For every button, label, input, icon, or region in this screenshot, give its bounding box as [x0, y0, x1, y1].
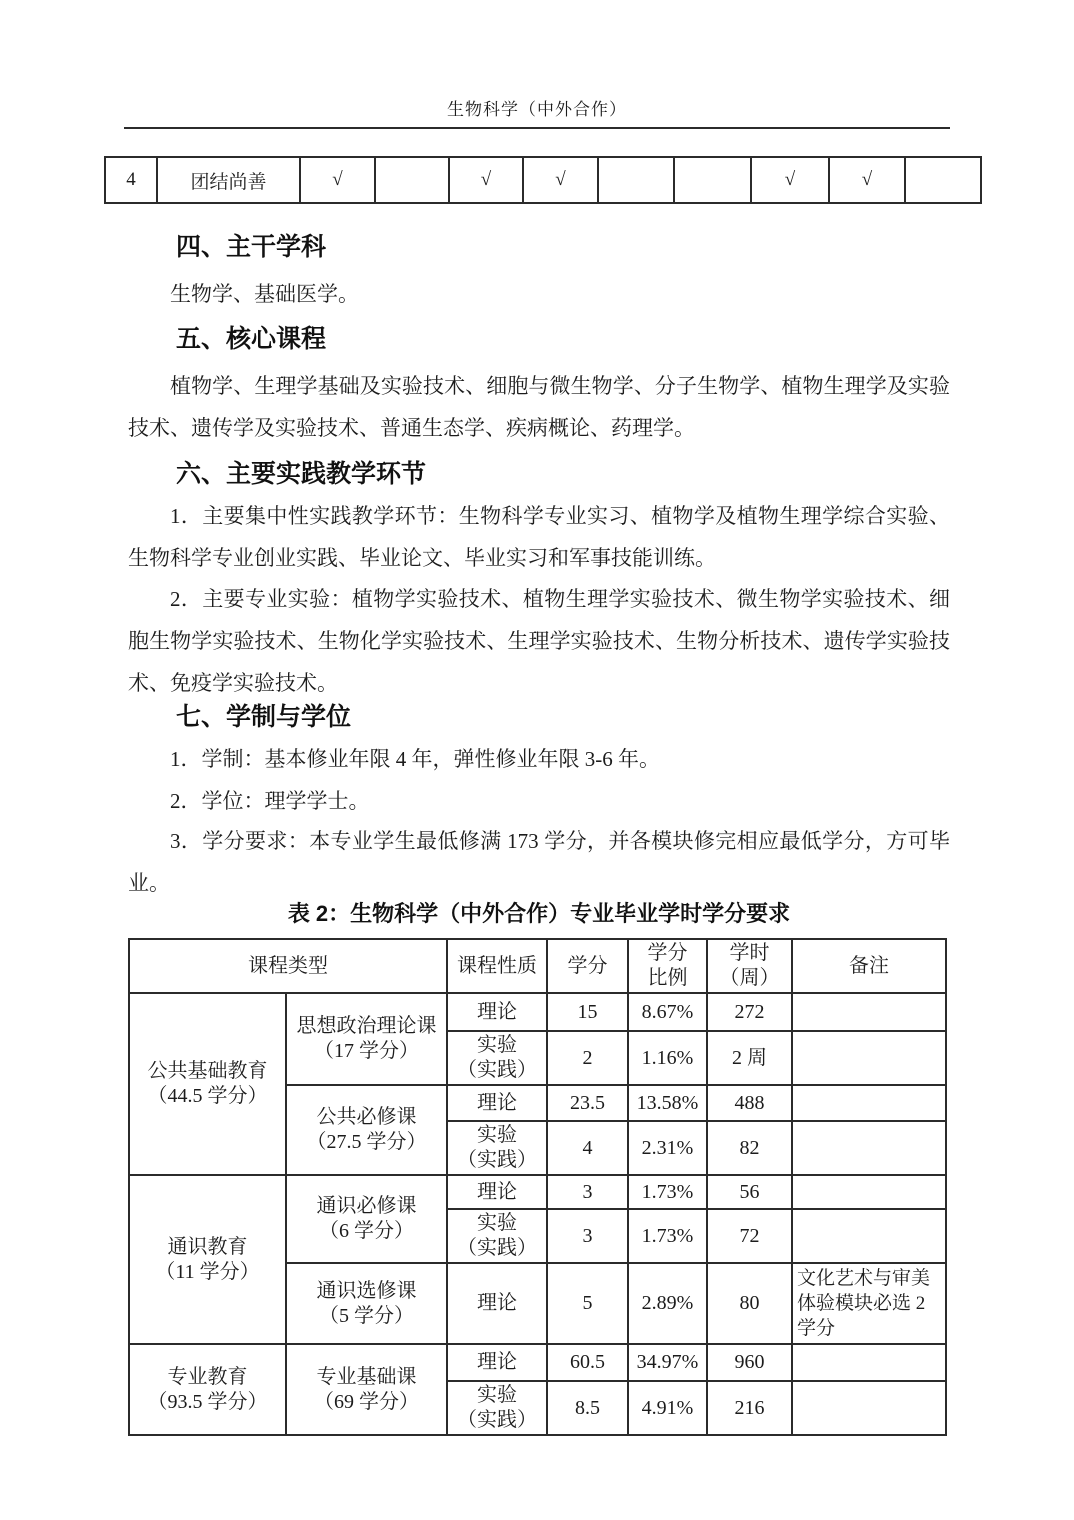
cell-ratio: 8.67%	[628, 993, 707, 1031]
table-row	[129, 993, 946, 1031]
paragraph-practice-item-2: 2．主要专业实验：植物学实验技术、植物生理学实验技术、微生物学实验技术、细胞生物学实验技术、生物化学实验技术、生理学实验技术、生物分析技术、遗传学实验技术、免疫学实验技术。	[128, 587, 950, 695]
cell-remark-note: 文化艺术与审美体验模块必选 2 学分	[792, 1263, 946, 1344]
cell-remark	[792, 1121, 946, 1175]
cell-remark	[792, 1209, 946, 1263]
cell-credits: 60.5	[547, 1344, 628, 1381]
header-course-type: 课程类型	[129, 939, 447, 993]
cell-ratio: 2.89%	[628, 1263, 707, 1344]
cell-nature: 实验 （实践）	[447, 1209, 547, 1263]
subgroup-general-compulsory: 通识必修课 （6 学分）	[286, 1175, 447, 1263]
paragraph-core-courses: 植物学、生理学基础及实验技术、细胞与微生物学、分子生物学、植物生理学及实验技术、遗传学及实验技术、普通生态学、疾病概论、药理学。	[128, 374, 950, 440]
cell-credits: 23.5	[547, 1085, 628, 1121]
cell-credits: 8.5	[547, 1381, 628, 1435]
cell-hours: 488	[707, 1085, 792, 1121]
cell-nature: 理论	[447, 1175, 547, 1209]
cell-check: √	[829, 157, 905, 203]
cell-check	[674, 157, 751, 203]
cell-ratio: 1.73%	[628, 1175, 707, 1209]
table-row	[129, 1344, 946, 1381]
cell-check	[375, 157, 449, 203]
paragraph-main-disciplines: 生物学、基础医学。	[170, 282, 359, 306]
cell-credits: 5	[547, 1263, 628, 1344]
cell-check	[598, 157, 674, 203]
group-general-education: 通识教育 （11 学分）	[129, 1175, 286, 1344]
paragraph-degree: 2．学位：理学学士。	[170, 789, 370, 813]
cell-remark	[792, 1381, 946, 1435]
running-head-text: 生物科学（中外合作）	[447, 100, 627, 119]
cell-nature: 理论	[447, 1085, 547, 1121]
cell-remark	[792, 1344, 946, 1381]
cell-check	[905, 157, 981, 203]
cell-hours: 80	[707, 1263, 792, 1344]
header-course-nature: 课程性质	[447, 939, 547, 993]
cell-remark	[792, 1031, 946, 1085]
header-hours-weeks: 学时 （周）	[707, 939, 792, 993]
cell-credits: 15	[547, 993, 628, 1031]
cell-check: √	[449, 157, 523, 203]
header-remark: 备注	[792, 939, 946, 993]
cell-check: √	[751, 157, 829, 203]
cell-hours: 72	[707, 1209, 792, 1263]
paragraph-schooling-duration: 1．学制：基本修业年限 4 年，弹性修业年限 3-6 年。	[170, 747, 660, 771]
table-row	[129, 1175, 946, 1209]
cell-hours: 216	[707, 1381, 792, 1435]
table2-title: 表 2：生物科学（中外合作）专业毕业学时学分要求	[287, 901, 791, 926]
cell-virtue-label: 团结尚善	[157, 157, 300, 203]
cell-nature: 理论	[447, 1344, 547, 1381]
group-professional-education: 专业教育 （93.5 学分）	[129, 1344, 286, 1435]
cell-credits: 2	[547, 1031, 628, 1085]
cell-nature: 理论	[447, 993, 547, 1031]
cell-hours: 2 周	[707, 1031, 792, 1085]
cell-nature: 实验 （实践）	[447, 1121, 547, 1175]
subgroup-professional-basic: 专业基础课 （69 学分）	[286, 1344, 447, 1435]
paragraph-credit-requirement: 3．学分要求：本专业学生最低修满 173 学分，并各模块修完相应最低学分，方可毕业。	[128, 829, 950, 895]
header-credit-ratio: 学分 比例	[628, 939, 707, 993]
cell-nature: 理论	[447, 1263, 547, 1344]
heading-section-7: 七、学制与学位	[176, 703, 352, 731]
cell-hours: 56	[707, 1175, 792, 1209]
cell-remark	[792, 1085, 946, 1121]
cell-ratio: 4.91%	[628, 1381, 707, 1435]
cell-nature: 实验 （实践）	[447, 1031, 547, 1085]
cell-remark	[792, 993, 946, 1031]
subgroup-ideological-political: 思想政治理论课 （17 学分）	[286, 993, 447, 1085]
cell-nature: 实验 （实践）	[447, 1381, 547, 1435]
credit-requirements-table	[128, 938, 947, 1436]
cell-ratio: 1.73%	[628, 1209, 707, 1263]
cell-hours: 272	[707, 993, 792, 1031]
running-head	[124, 100, 950, 129]
attainment-matrix-table-fragment	[104, 156, 982, 204]
cell-hours: 960	[707, 1344, 792, 1381]
heading-section-4: 四、主干学科	[176, 233, 327, 261]
cell-hours: 82	[707, 1121, 792, 1175]
group-public-basic-education: 公共基础教育 （44.5 学分）	[129, 993, 286, 1175]
cell-check: √	[523, 157, 598, 203]
cell-credits: 3	[547, 1175, 628, 1209]
cell-credits: 4	[547, 1121, 628, 1175]
paragraph-practice-item-1: 1．主要集中性实践教学环节：生物科学专业实习、植物学及植物生理学综合实验、生物科学专业创业实践、毕业论文、毕业实习和军事技能训练。	[128, 504, 950, 570]
subgroup-public-compulsory: 公共必修课 （27.5 学分）	[286, 1085, 447, 1175]
cell-ratio: 34.97%	[628, 1344, 707, 1381]
header-credits: 学分	[547, 939, 628, 993]
cell-ratio: 1.16%	[628, 1031, 707, 1085]
cell-remark	[792, 1175, 946, 1209]
cell-row-number: 4	[105, 157, 157, 203]
subgroup-general-elective: 通识选修课 （5 学分）	[286, 1263, 447, 1344]
cell-ratio: 13.58%	[628, 1085, 707, 1121]
cell-credits: 3	[547, 1209, 628, 1263]
heading-section-5: 五、核心课程	[176, 325, 327, 353]
table-header-row	[129, 939, 946, 993]
heading-section-6: 六、主要实践教学环节	[176, 460, 427, 488]
cell-ratio: 2.31%	[628, 1121, 707, 1175]
matrix-row	[105, 157, 981, 203]
cell-check: √	[300, 157, 375, 203]
